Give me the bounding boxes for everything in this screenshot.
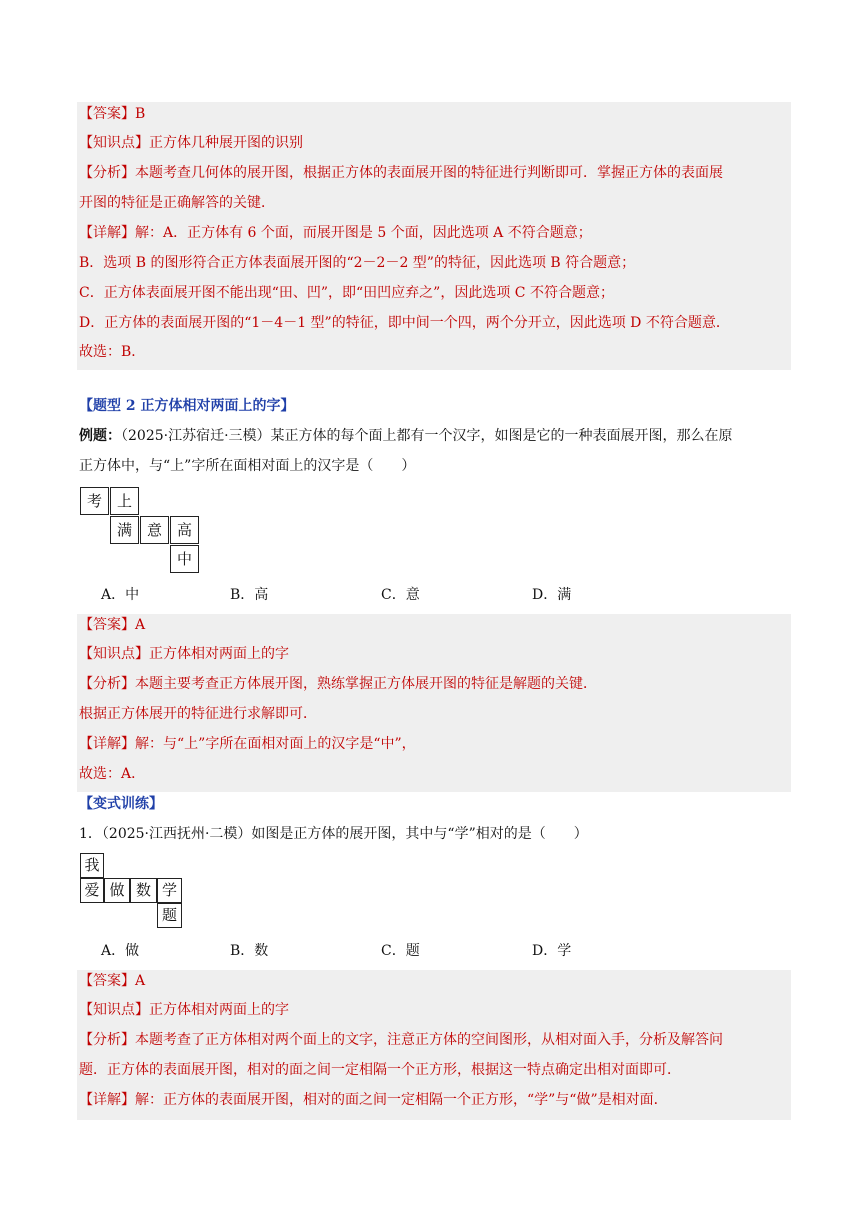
detail-text: 【详解】解：正方体的表面展开图，相对的面之间一定相隔一个正方形，“学”与“做”是相对面． [79,1092,668,1108]
knowledge-point: 【知识点】正方体相对两面上的字 [79,1002,289,1018]
net-cell: 题 [157,903,182,928]
analysis-text: 根据正方体展开的特征进行求解即可． [79,706,317,722]
net-cell: 高 [170,516,199,544]
net-cell: 考 [80,487,109,515]
example-line-2: 正方体中，与“上”字所在面相对面上的汉字是（ ） [79,458,416,474]
answer-label: 【答案】B [79,106,146,122]
detail-text: B．选项 B 的图形符合正方体表面展开图的“2－2－2 型”的特征，因此选项 B 符合题意； [79,255,636,271]
net-cell: 意 [140,516,169,544]
analysis-text: 【分析】本题考查了正方体相对两个面上的文字，注意正方体的空间图形，从相对面入手，分析及解答问 [79,1032,723,1048]
analysis-text: 开图的特征是正确解答的关键． [79,195,275,211]
net-cell: 中 [170,545,199,573]
net-cell: 数 [130,878,157,903]
detail-text: D．正方体的表面展开图的“1－4－1 型”的特征，即中间一个四，两个分开立，因此选项 D 不符合题意． [79,315,730,331]
analysis-text: 【分析】本题主要考查正方体展开图，熟练掌握正方体展开图的特征是解题的关键． [79,676,597,692]
detail-text: C．正方体表面展开图不能出现“田、凹”，即“田凹应弃之”，因此选项 C 不符合题意； [79,285,614,301]
net-cell: 上 [110,487,139,515]
example-label: 例题： [79,428,121,444]
knowledge-point: 【知识点】正方体几种展开图的识别 [79,135,303,151]
net-cell: 学 [157,878,182,903]
answer-label: 【答案】A [79,973,146,989]
option-c: C．题 [381,943,420,959]
choice-text: 故选：A． [79,766,146,782]
answer-label: 【答案】A [79,617,146,633]
net-cell: 我 [80,853,104,878]
choice-text: 故选：B． [79,344,146,360]
option-b: B．高 [230,587,269,603]
net-cell: 做 [104,878,130,903]
option-b: B．数 [230,943,269,959]
knowledge-point: 【知识点】正方体相对两面上的字 [79,646,289,662]
option-d: D．满 [532,587,572,603]
option-a: A．中 [101,587,140,603]
detail-text: 【详解】解：与“上”字所在面相对面上的汉字是“中”， [79,736,416,752]
net-cell: 满 [110,516,139,544]
section-title: 【题型 2 正方体相对两面上的字】 [79,398,295,414]
answer-box-2 [77,614,791,792]
analysis-text: 题．正方体的表面展开图，相对的面之间一定相隔一个正方形，根据这一特点确定出相对面即可． [79,1062,681,1078]
option-c: C．意 [381,587,420,603]
net-cell: 爱 [80,878,104,903]
option-d: D．学 [532,943,572,959]
option-a: A．做 [101,943,140,959]
variant-title: 【变式训练】 [79,796,163,812]
example-text: （2025·江苏宿迁·三模）某正方体的每个面上都有一个汉字，如图是它的一种表面展开图，那么在原 [121,428,733,444]
analysis-text: 【分析】本题考查几何体的展开图，根据正方体的表面展开图的特征进行判断即可．掌握正方体的表面展 [79,165,723,181]
detail-text: 【详解】解：A．正方体有 6 个面，而展开图是 5 个面，因此选项 A 不符合题意； [79,225,592,241]
question-1-text: 1．（2025·江西抚州·二模）如图是正方体的展开图，其中与“学”相对的是（ ） [79,826,588,842]
example-line-1 [79,426,733,446]
